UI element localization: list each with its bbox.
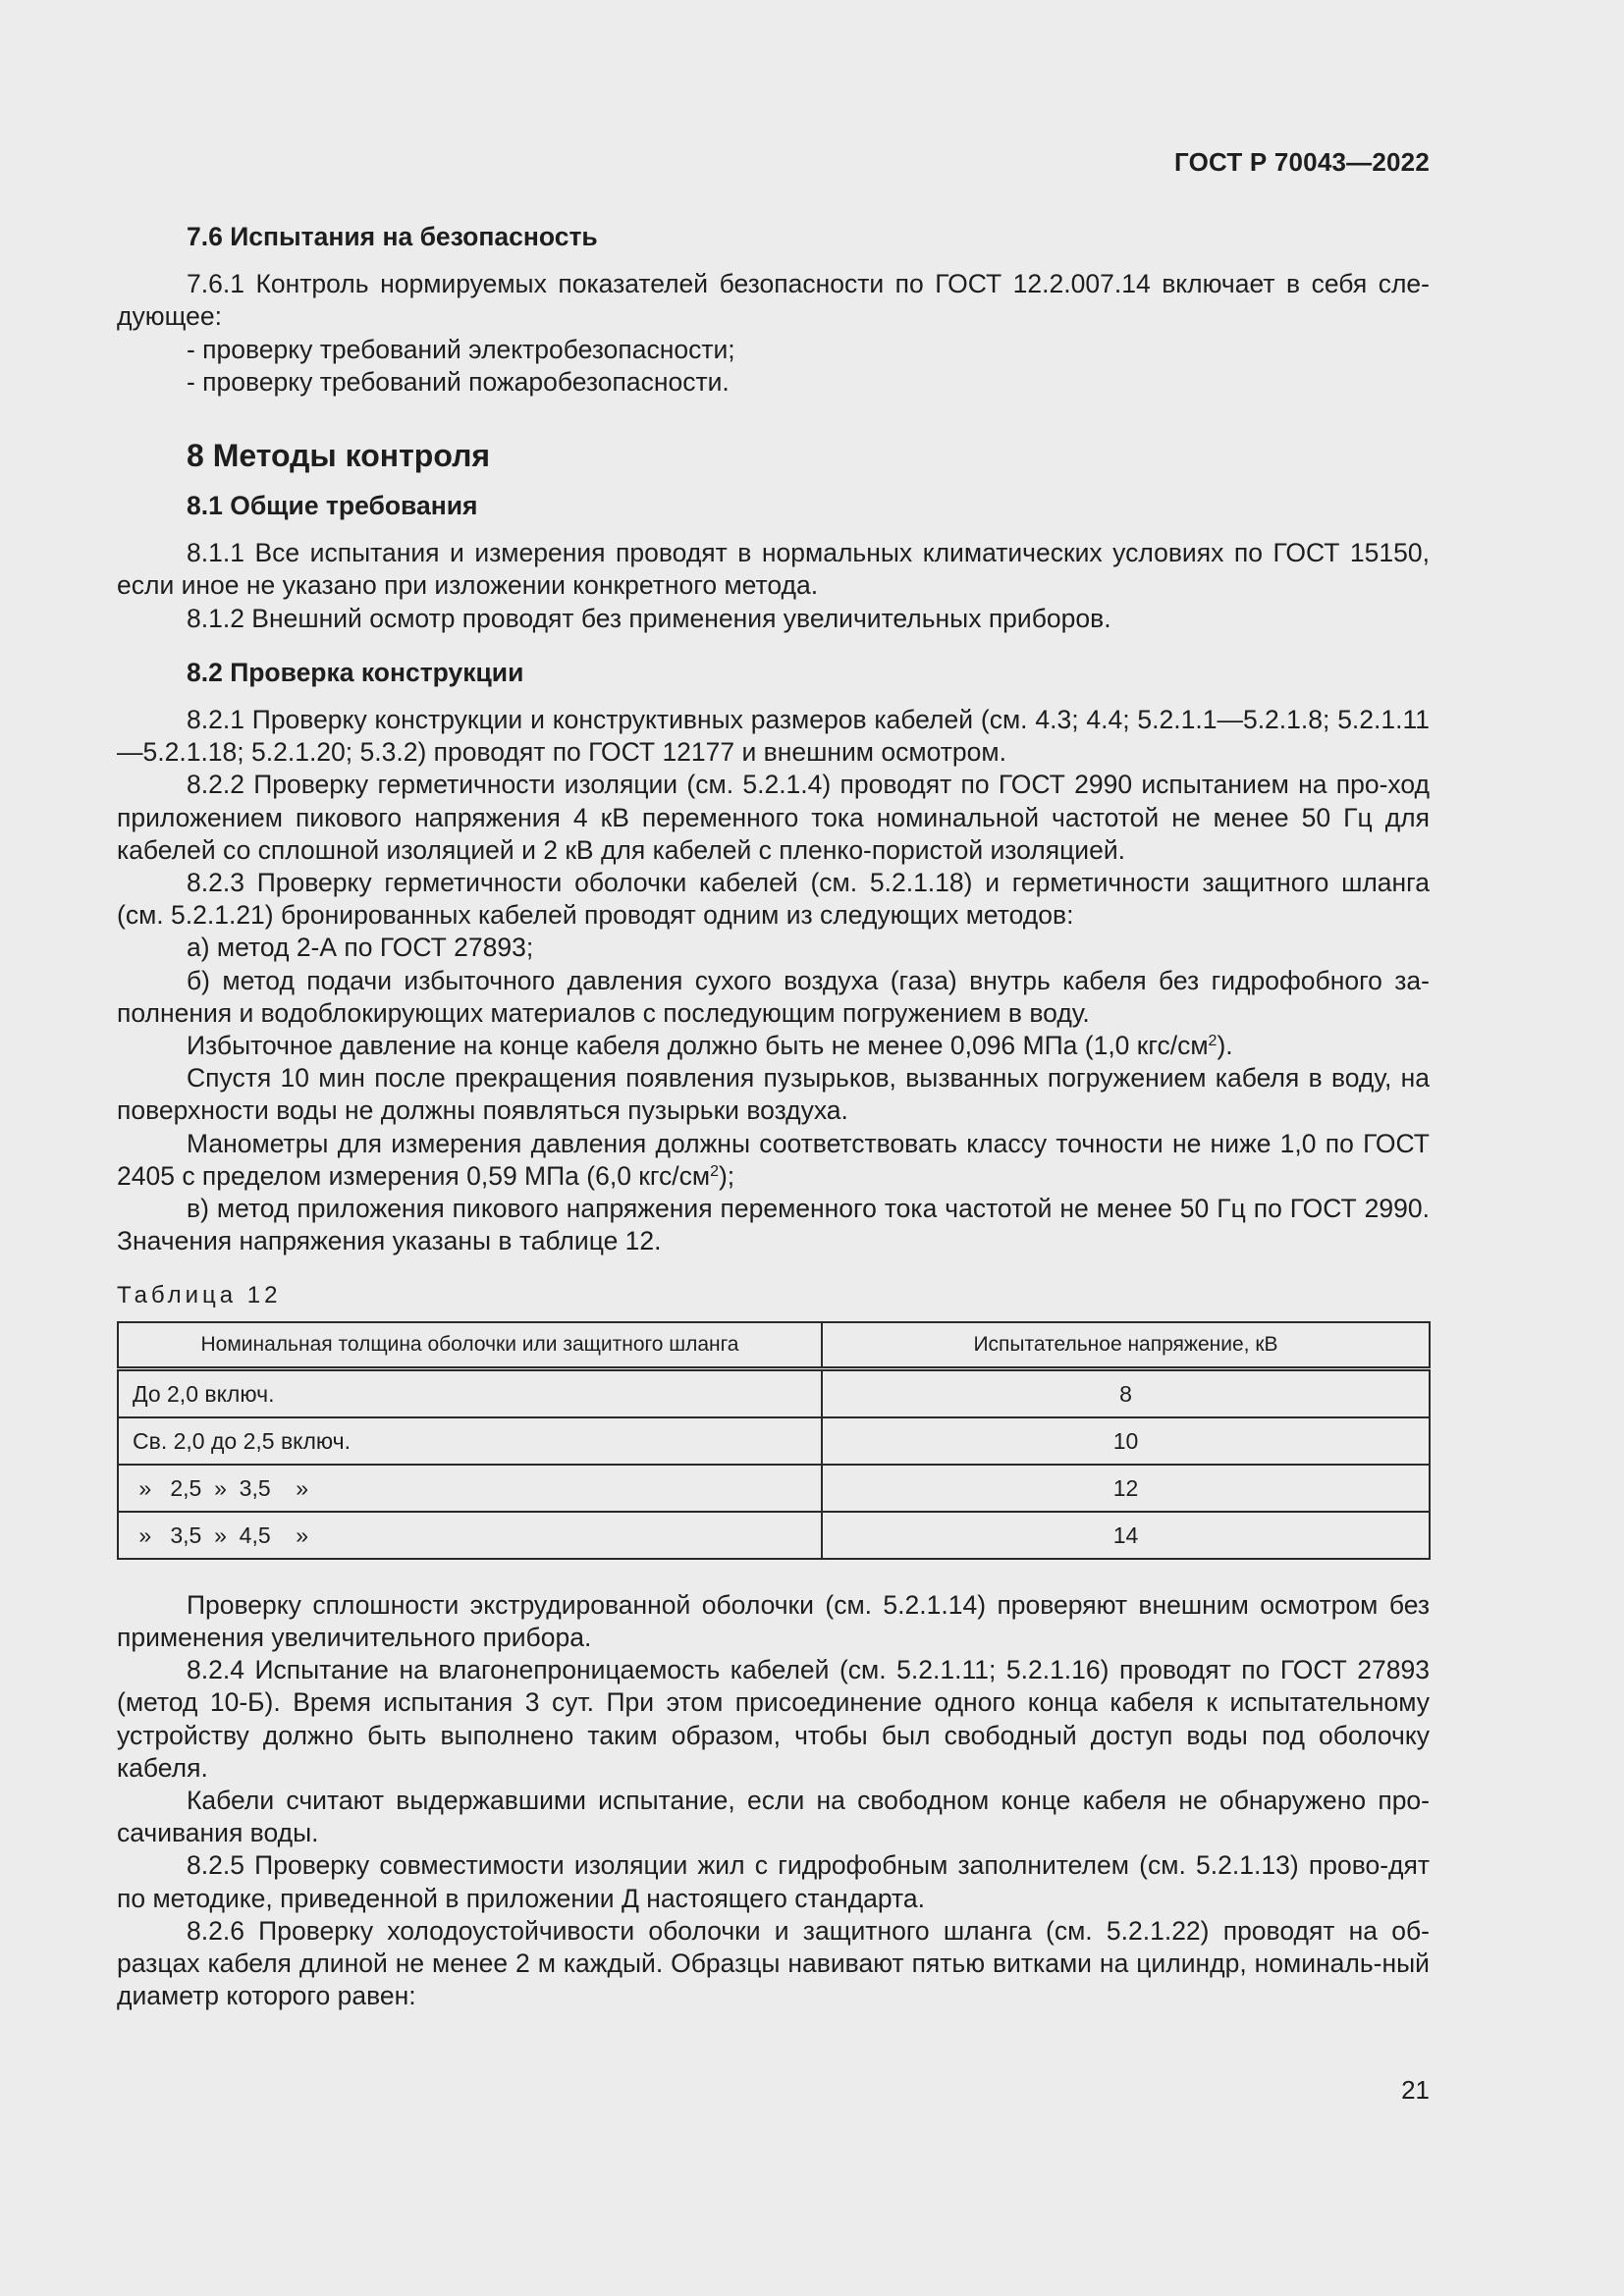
table-12-caption: Таблица 12 <box>117 1282 282 1309</box>
column-header-voltage: Испытательное напряжение, кВ <box>822 1322 1430 1369</box>
document-code-header: ГОСТ Р 70043—2022 <box>1174 147 1430 177</box>
paragraph-8-2-6: 8.2.6 Проверку холодоустойчивости оболочки и защитного шланга (см. 5.2.1.22) проводят на об-разцах кабеля длиной не менее 2 м каждый. Образцы навивают пятью витками на цилиндр, номиналь-ный диаметр которого равен: <box>117 1915 1430 2011</box>
paragraph-8-2-1: 8.2.1 Проверку конструкции и конструктивных размеров кабелей (см. 4.3; 4.4; 5.2.1.1—5.2.1.8; 5.2.1.11—5.2.1.18; 5.2.1.20; 5.3.2) проводят по ГОСТ 12177 и внешним осмотром. <box>117 705 1430 768</box>
section-8-1-title: 8.1 Общие требования <box>187 491 478 521</box>
list-item-fire-safety: - проверку требований пожаробезопасности. <box>187 366 730 397</box>
column-header-thickness: Номинальная толщина оболочки или защитного шланга <box>118 1322 822 1369</box>
paragraph-continuity-check: Проверку сплошности экструдированной оболочки (см. 5.2.1.14) проверяют внешним осмотром без применения увеличительного прибора. <box>117 1589 1430 1652</box>
paragraph-8-1-1: 8.1.1 Все испытания и измерения проводят в нормальных климатических условиях по ГОСТ 15150, если иное не указано при изложении конкретного метода. <box>117 538 1430 601</box>
page-number: 21 <box>1401 2075 1430 2105</box>
table-cell-voltage: 8 <box>822 1368 1430 1417</box>
table-row <box>118 1417 1430 1465</box>
section-7-6-title: 7.6 Испытания на безопасность <box>187 222 598 251</box>
table-header-row <box>118 1322 1430 1369</box>
table-cell-thickness: » 3,5 » 4,5 » <box>118 1512 822 1559</box>
paragraph-8-2-3: 8.2.3 Проверку герметичности оболочки кабелей (см. 5.2.1.18) и герметичности защитного шланга (см. 5.2.1.21) бронированных кабелей проводят одним из следующих методов: <box>117 868 1430 931</box>
section-8-2-title: 8.2 Проверка конструкции <box>187 657 524 687</box>
pressure-requirement: Избыточное давление на конце кабеля должно быть не менее 0,096 МПа (1,0 кгс/$см^2$). <box>187 1031 1233 1061</box>
table-cell-thickness: Св. 2,0 до 2,5 включ. <box>118 1417 822 1465</box>
gauges-requirement: Манометры для измерения давления должны соответствовать классу точности не ниже 1,0 по ГОСТ 2405 с пределом измерения 0,59 МПа (6,0 кгс/$см^2$); <box>117 1128 1430 1191</box>
paragraph-8-2-4: 8.2.4 Испытание на влагонепроницаемость кабелей (см. 5.2.1.11; 5.2.1.16) проводят по ГОСТ 27893 (метод 10-Б). Время испытания 3 сут. При этом присоединение одного конца кабеля к испытательному устройству должно быть выполнено таким образом, чтобы был свободный доступ воды под оболочку кабеля. <box>117 1655 1430 1783</box>
list-item-electrical-safety: - проверку требований электробезопасности; <box>187 334 735 364</box>
table-12 <box>117 1321 1431 1560</box>
paragraph-8-2-5: 8.2.5 Проверку совместимости изоляции жил с гидрофобным заполнителем (см. 5.2.1.13) прово-дят по методике, приведенной в приложении Д настоящего стандарта. <box>117 1850 1430 1913</box>
table-row <box>118 1512 1430 1559</box>
method-a: а) метод 2-А по ГОСТ 27893; <box>187 933 534 963</box>
table-row <box>118 1465 1430 1512</box>
method-b: б) метод подачи избыточного давления сухого воздуха (газа) внутрь кабеля без гидрофобного за-полнения и водоблокирующих материалов с последующим погружением в воду. <box>117 965 1430 1028</box>
table-cell-voltage: 12 <box>822 1465 1430 1512</box>
bubbles-requirement: Спустя 10 мин после прекращения появления пузырьков, вызванных погружением кабеля в воду, на поверхности воды не должны появляться пузырьки воздуха. <box>117 1063 1430 1126</box>
paragraph-cables-pass: Кабели считают выдержавшими испытание, если на свободном конце кабеля не обнаружено про-сачивания воды. <box>117 1785 1430 1848</box>
table-cell-thickness: » 2,5 » 3,5 » <box>118 1465 822 1512</box>
paragraph-8-1-2: 8.1.2 Внешний осмотр проводят без применения увеличительных приборов. <box>187 603 1111 633</box>
section-8-title: 8 Методы контроля <box>187 438 491 474</box>
table-cell-thickness: До 2,0 включ. <box>118 1368 822 1417</box>
page-body <box>117 221 1430 2012</box>
method-v: в) метод приложения пикового напряжения переменного тока частотой не менее 50 Гц по ГОСТ 2990. Значения напряжения указаны в таблице 12. <box>117 1194 1430 1256</box>
table-cell-voltage: 10 <box>822 1417 1430 1465</box>
table-cell-voltage: 14 <box>822 1512 1430 1559</box>
table-row <box>118 1368 1430 1417</box>
paragraph-8-2-2: 8.2.2 Проверку герметичности изоляции (см. 5.2.1.4) проводят по ГОСТ 2990 испытанием на про-ход приложением пикового напряжения 4 кВ переменного тока номинальной частотой не менее 50 Гц для кабелей со сплошной изоляцией и 2 кВ для кабелей с пленко-пористой изоляцией. <box>117 770 1430 865</box>
paragraph-7-6-1: 7.6.1 Контроль нормируемых показателей безопасности по ГОСТ 12.2.007.14 включает в себя сле-дующее: <box>117 269 1430 332</box>
